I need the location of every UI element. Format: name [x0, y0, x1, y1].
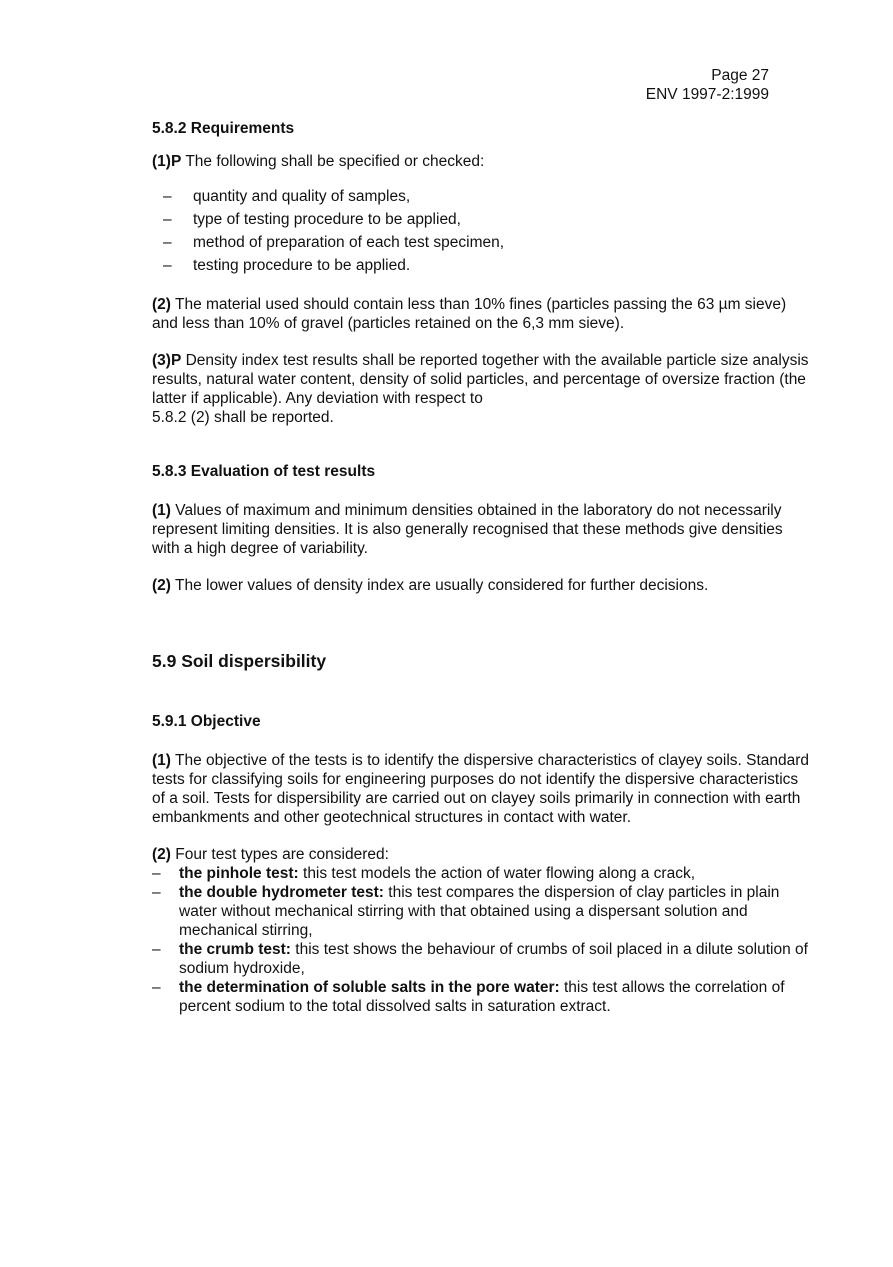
- clause-5-8-3-2: (2) The lower values of density index are usually considered for further decisions.: [152, 577, 709, 594]
- clause-5-9-1-2: (2) Four test types are considered:: [152, 846, 389, 863]
- list-item: – type of testing procedure to be applied,: [152, 208, 814, 231]
- standard-reference: ENV 1997-2:1999: [645, 86, 769, 103]
- clause-5-8-2-3: (3)P Density index test results shall be reported together with the available particle size analysis results, natural water content, density of solid particles, and percentage of oversize fraction (the latter if applicable). Any deviation with respect to 5.8.2 (2) shall be reported.: [152, 352, 809, 426]
- list-item: – the pinhole test: this test models the action of water flowing along a crack,: [152, 864, 814, 883]
- list-item: – method of preparation of each test specimen,: [152, 231, 814, 254]
- page-number: Page 27: [711, 67, 769, 84]
- requirements-list: [152, 185, 814, 277]
- test-types-list: [152, 864, 814, 1016]
- clause-5-8-2-2: (2) The material used should contain less than 10% fines (particles passing the 63 µm sieve) and less than 10% of gravel (particles retained on the 6,3 mm sieve).: [152, 296, 787, 332]
- section-5-9-heading: 5.9 Soil dispersibility: [152, 651, 327, 671]
- document-body: [152, 119, 814, 1016]
- section-5-8-2-heading: 5.8.2 Requirements: [152, 120, 295, 137]
- clause-5-8-3-1: (1) Values of maximum and minimum densities obtained in the laboratory do not necessarily represent limiting densities. It is also generally recognised that these methods give densities with a high degree of variability.: [152, 502, 783, 557]
- list-item: – testing procedure to be applied.: [152, 254, 814, 277]
- page-header: [646, 66, 769, 104]
- list-item: – quantity and quality of samples,: [152, 185, 814, 208]
- clause-5-8-2-1: (1)P The following shall be specified or checked:: [152, 153, 485, 170]
- list-item: – the double hydrometer test: this test compares the dispersion of clay particles in plain water without mechanical stirring with that obtained using a dispersant solution and mechanical stirring,: [152, 883, 814, 940]
- list-item: – the crumb test: this test shows the behaviour of crumbs of soil placed in a dilute solution of sodium hydroxide,: [152, 940, 814, 978]
- clause-5-9-1-1: (1) The objective of the tests is to identify the dispersive characteristics of clayey soils. Standard tests for classifying soils for engineering purposes do not identify the dispersive characteristics of a soil. Tests for dispersibility are carried out on clayey soils primarily in connection with earth embankments and other geotechnical structures in contact with water.: [152, 752, 810, 826]
- section-5-8-3-heading: 5.8.3 Evaluation of test results: [152, 463, 376, 480]
- list-item: – the determination of soluble salts in the pore water: this test allows the correlation of percent sodium to the total dissolved salts in saturation extract.: [152, 978, 814, 1016]
- section-5-9-1-heading: 5.9.1 Objective: [152, 713, 261, 730]
